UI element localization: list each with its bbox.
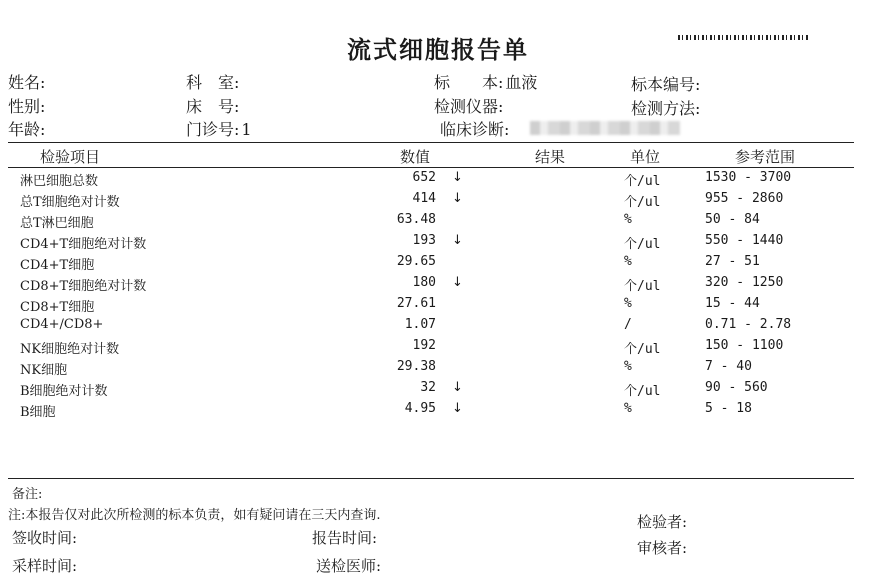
row-value: 32 — [420, 380, 436, 395]
report-title: 流式细胞报告单 — [347, 35, 529, 64]
table-row — [0, 191, 876, 212]
row-value: 4.95 — [404, 401, 436, 416]
clinic-value: 1 — [241, 120, 252, 139]
row-ref: 5 - 18 — [705, 401, 752, 416]
report-time-label: 报告时间: — [312, 529, 378, 547]
down-arrow-icon: ↓ — [452, 233, 463, 248]
down-arrow-icon: ↓ — [452, 275, 463, 290]
row-name: 总T淋巴细胞 — [20, 216, 94, 231]
row-value: 193 — [412, 233, 436, 248]
gender-label: 性别: — [8, 97, 46, 116]
table-row — [0, 254, 876, 275]
row-name: CD4+T细胞绝对计数 — [20, 237, 147, 252]
age-label: 年龄: — [8, 120, 46, 139]
table-row — [0, 296, 876, 317]
table-row — [0, 212, 876, 233]
row-ref: 550 - 1440 — [705, 233, 784, 248]
row-unit: % — [624, 212, 632, 227]
row-name: NK细胞绝对计数 — [20, 342, 120, 357]
down-arrow-icon: ↓ — [452, 170, 463, 185]
table-row — [0, 317, 876, 338]
row-value: 63.48 — [396, 212, 436, 227]
disclaimer-note: 注:本报告仅对此次所检测的标本负责，如有疑问请在三天内查询. — [8, 508, 381, 523]
row-ref: 90 - 560 — [705, 380, 768, 395]
row-value: 27.61 — [396, 296, 436, 311]
row-unit: / — [624, 317, 632, 332]
method-label: 检测方法: — [631, 99, 701, 118]
row-unit: % — [624, 254, 632, 269]
row-name: 淋巴细胞总数 — [20, 174, 99, 189]
row-value: 29.65 — [396, 254, 436, 269]
table-row — [0, 233, 876, 254]
row-ref: 15 - 44 — [705, 296, 760, 311]
table-row — [0, 170, 876, 191]
table-row — [0, 380, 876, 401]
row-unit: 个/ul — [624, 279, 661, 294]
col-ref: 参考范围 — [735, 148, 796, 166]
row-value: 192 — [412, 338, 436, 353]
specimen-value: 血液 — [505, 73, 538, 92]
row-name: CD4+/CD8+ — [20, 317, 104, 332]
row-unit: 个/ul — [624, 237, 661, 252]
barcode-strip — [678, 35, 810, 40]
row-value: 180 — [412, 275, 436, 290]
table-top-rule — [8, 142, 854, 143]
dept-label: 科 室: — [186, 73, 240, 92]
table-row — [0, 359, 876, 380]
table-row — [0, 338, 876, 359]
row-unit: 个/ul — [624, 342, 661, 357]
row-unit: 个/ul — [624, 174, 661, 189]
row-value: 29.38 — [396, 359, 436, 374]
instrument-label: 检测仪器: — [434, 97, 504, 116]
clinic-number — [186, 117, 252, 140]
row-name: B细胞 — [20, 405, 56, 420]
row-name: B细胞绝对计数 — [20, 384, 108, 399]
row-name: CD8+T细胞绝对计数 — [20, 279, 147, 294]
tester-label: 检验者: — [637, 513, 688, 531]
bed-label: 床 号: — [186, 97, 240, 116]
down-arrow-icon: ↓ — [452, 380, 463, 395]
row-ref: 320 - 1250 — [705, 275, 784, 290]
row-value: 414 — [412, 191, 436, 206]
reviewer-label: 审核者: — [637, 539, 688, 557]
specimen-field — [434, 70, 537, 93]
row-ref: 7 - 40 — [705, 359, 752, 374]
col-item: 检验项目 — [40, 148, 101, 166]
row-unit: 个/ul — [624, 384, 661, 399]
doctor-label: 送检医师: — [316, 557, 382, 575]
specimen-label: 标 本: — [434, 73, 504, 92]
clinic-label: 门诊号: — [186, 120, 240, 139]
col-unit: 单位 — [630, 148, 661, 166]
row-value: 652 — [412, 170, 436, 185]
redacted-diagnosis — [530, 121, 680, 135]
row-value: 1.07 — [404, 317, 436, 332]
col-value: 数值 — [400, 148, 431, 166]
col-result: 结果 — [535, 148, 566, 166]
table-row — [0, 401, 876, 422]
specimen-no-label: 标本编号: — [631, 75, 701, 94]
name-label: 姓名: — [8, 73, 46, 92]
row-name: NK细胞 — [20, 363, 68, 378]
down-arrow-icon: ↓ — [452, 401, 463, 416]
diagnosis-label: 临床诊断: — [440, 120, 510, 139]
remark-label: 备注: — [12, 487, 43, 502]
table-row — [0, 275, 876, 296]
row-unit: % — [624, 296, 632, 311]
receive-time-label: 签收时间: — [12, 529, 78, 547]
row-ref: 1530 - 3700 — [705, 170, 792, 185]
row-name: CD4+T细胞 — [20, 258, 95, 273]
row-ref: 955 - 2860 — [705, 191, 784, 206]
table-bottom-rule — [8, 478, 854, 479]
row-ref: 50 - 84 — [705, 212, 760, 227]
row-name: CD8+T细胞 — [20, 300, 95, 315]
sample-time-label: 采样时间: — [12, 557, 78, 575]
row-unit: 个/ul — [624, 195, 661, 210]
row-ref: 0.71 - 2.78 — [705, 317, 792, 332]
table-header-rule — [8, 167, 854, 168]
row-unit: % — [624, 401, 632, 416]
row-ref: 27 - 51 — [705, 254, 760, 269]
row-ref: 150 - 1100 — [705, 338, 784, 353]
down-arrow-icon: ↓ — [452, 191, 463, 206]
row-name: 总T细胞绝对计数 — [20, 195, 120, 210]
row-unit: % — [624, 359, 632, 374]
